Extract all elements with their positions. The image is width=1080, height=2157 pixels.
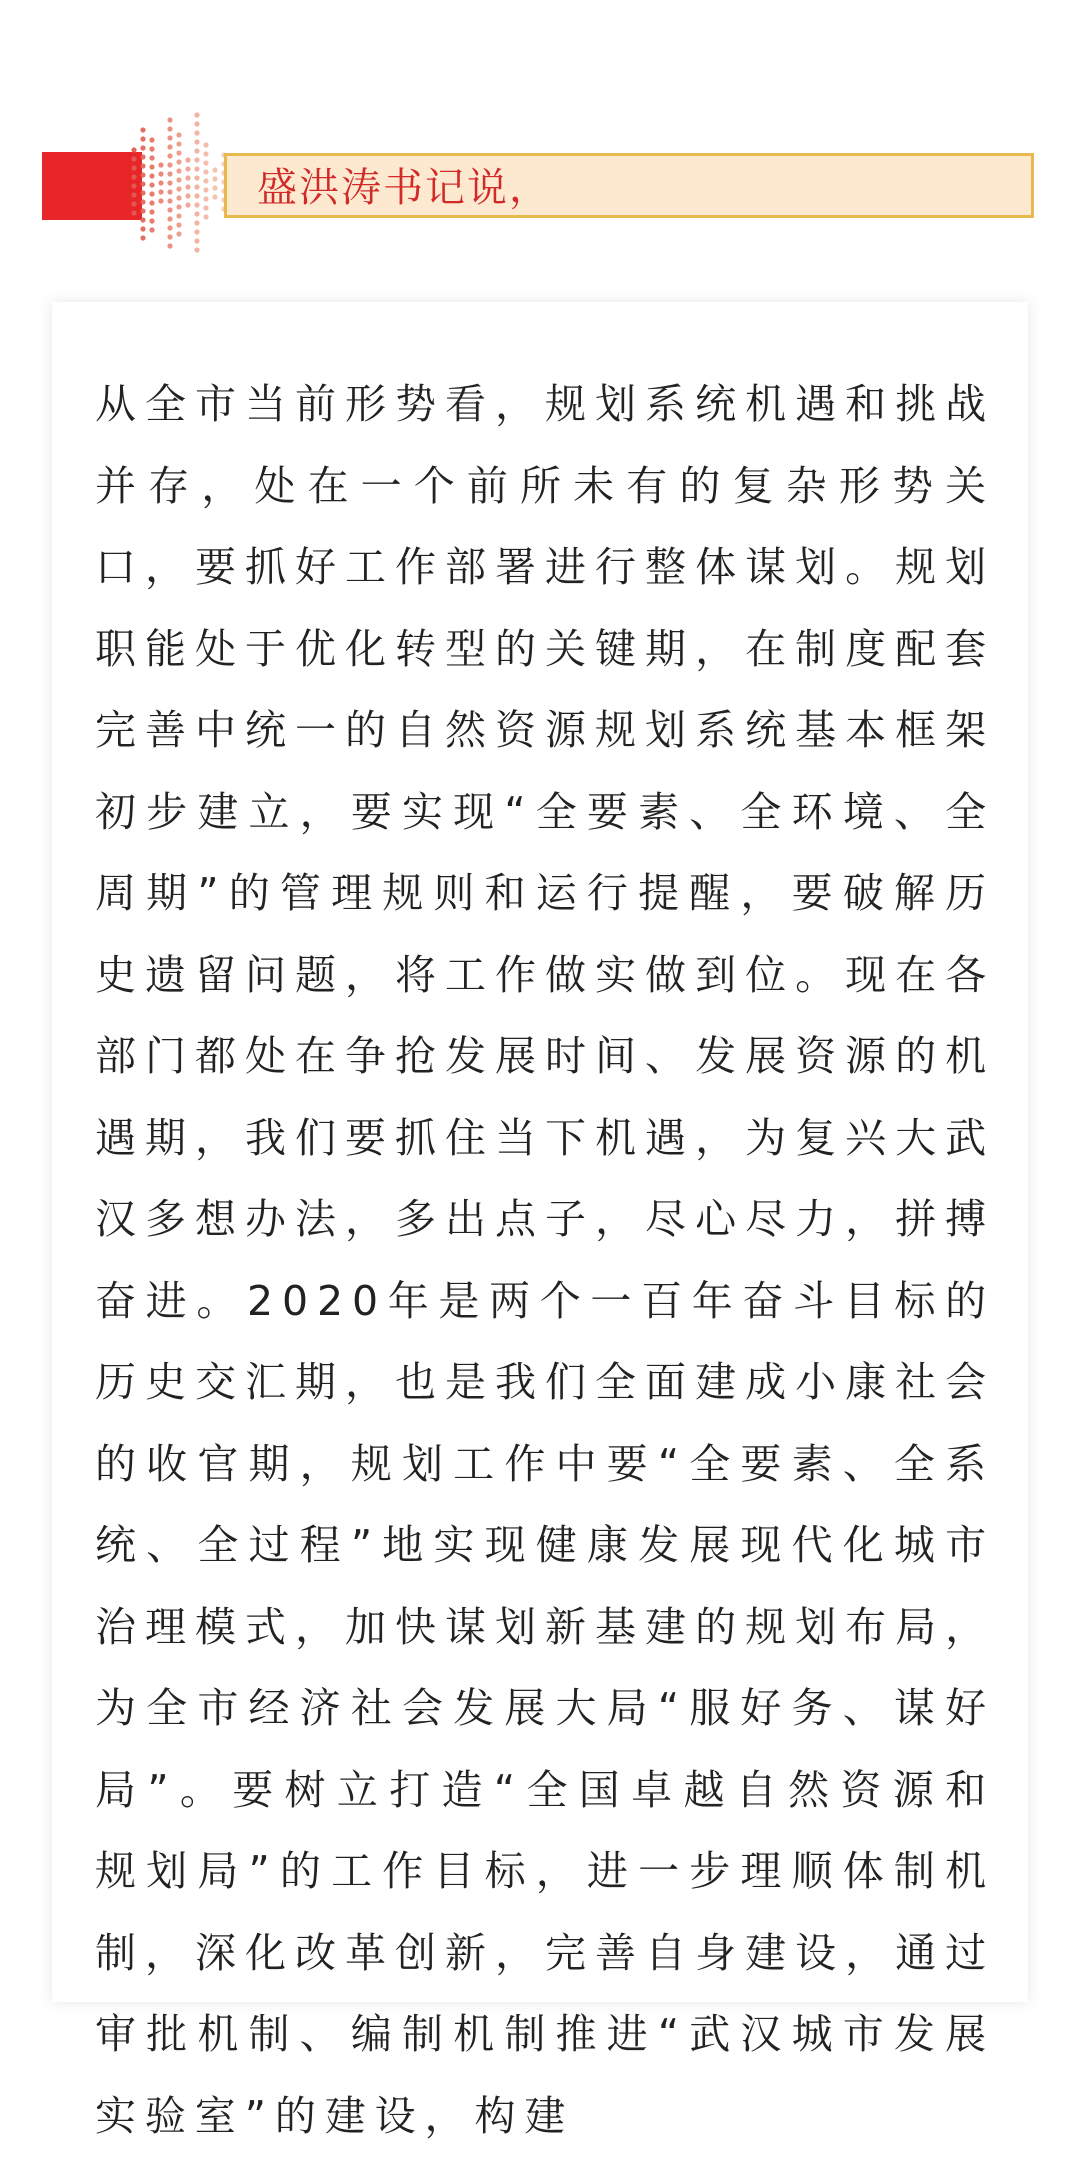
section-header bbox=[0, 90, 1080, 290]
red-accent-block bbox=[42, 152, 142, 220]
article-body: 从全市当前形势看，规划系统机遇和挑战并存，处在一个前所未有的复杂形势关口，要抓好工作部署进行整体谋划。规划职能处于优化转型的关键期，在制度配套完善中统一的自然资源规划系统基本框架初步建立，要实现“全要素、全环境、全周期”的管理规则和运行提醒，要破解历史遗留问题，将工作做实做到位。现在各部门都处在争抢发展时间、发展资源的机遇期，我们要抓住当下机遇，为复兴大武汉多想办法，多出点子，尽心尽力，拼搏奋进。2020年是两个一百年奋斗目标的历史交汇期，也是我们全面建成小康社会的收官期，规划工作中要“全要素、全系统、全过程”地实现健康发展现代化城市治理模式，加快谋划新基建的规划布局，为全市经济社会发展大局“服好务、谋好局”。要树立打造“全国卓越自然资源和规划局”的工作目标，进一步理顺体制机制，深化改革创新，完善自身建设，通过审批机制、编制机制推进“武汉城市发展实验室”的建设，构建 bbox=[95, 380, 995, 2140]
title-banner bbox=[224, 153, 1034, 218]
section-title: 盛洪涛书记说， bbox=[257, 165, 551, 211]
article-card bbox=[52, 302, 1028, 2140]
